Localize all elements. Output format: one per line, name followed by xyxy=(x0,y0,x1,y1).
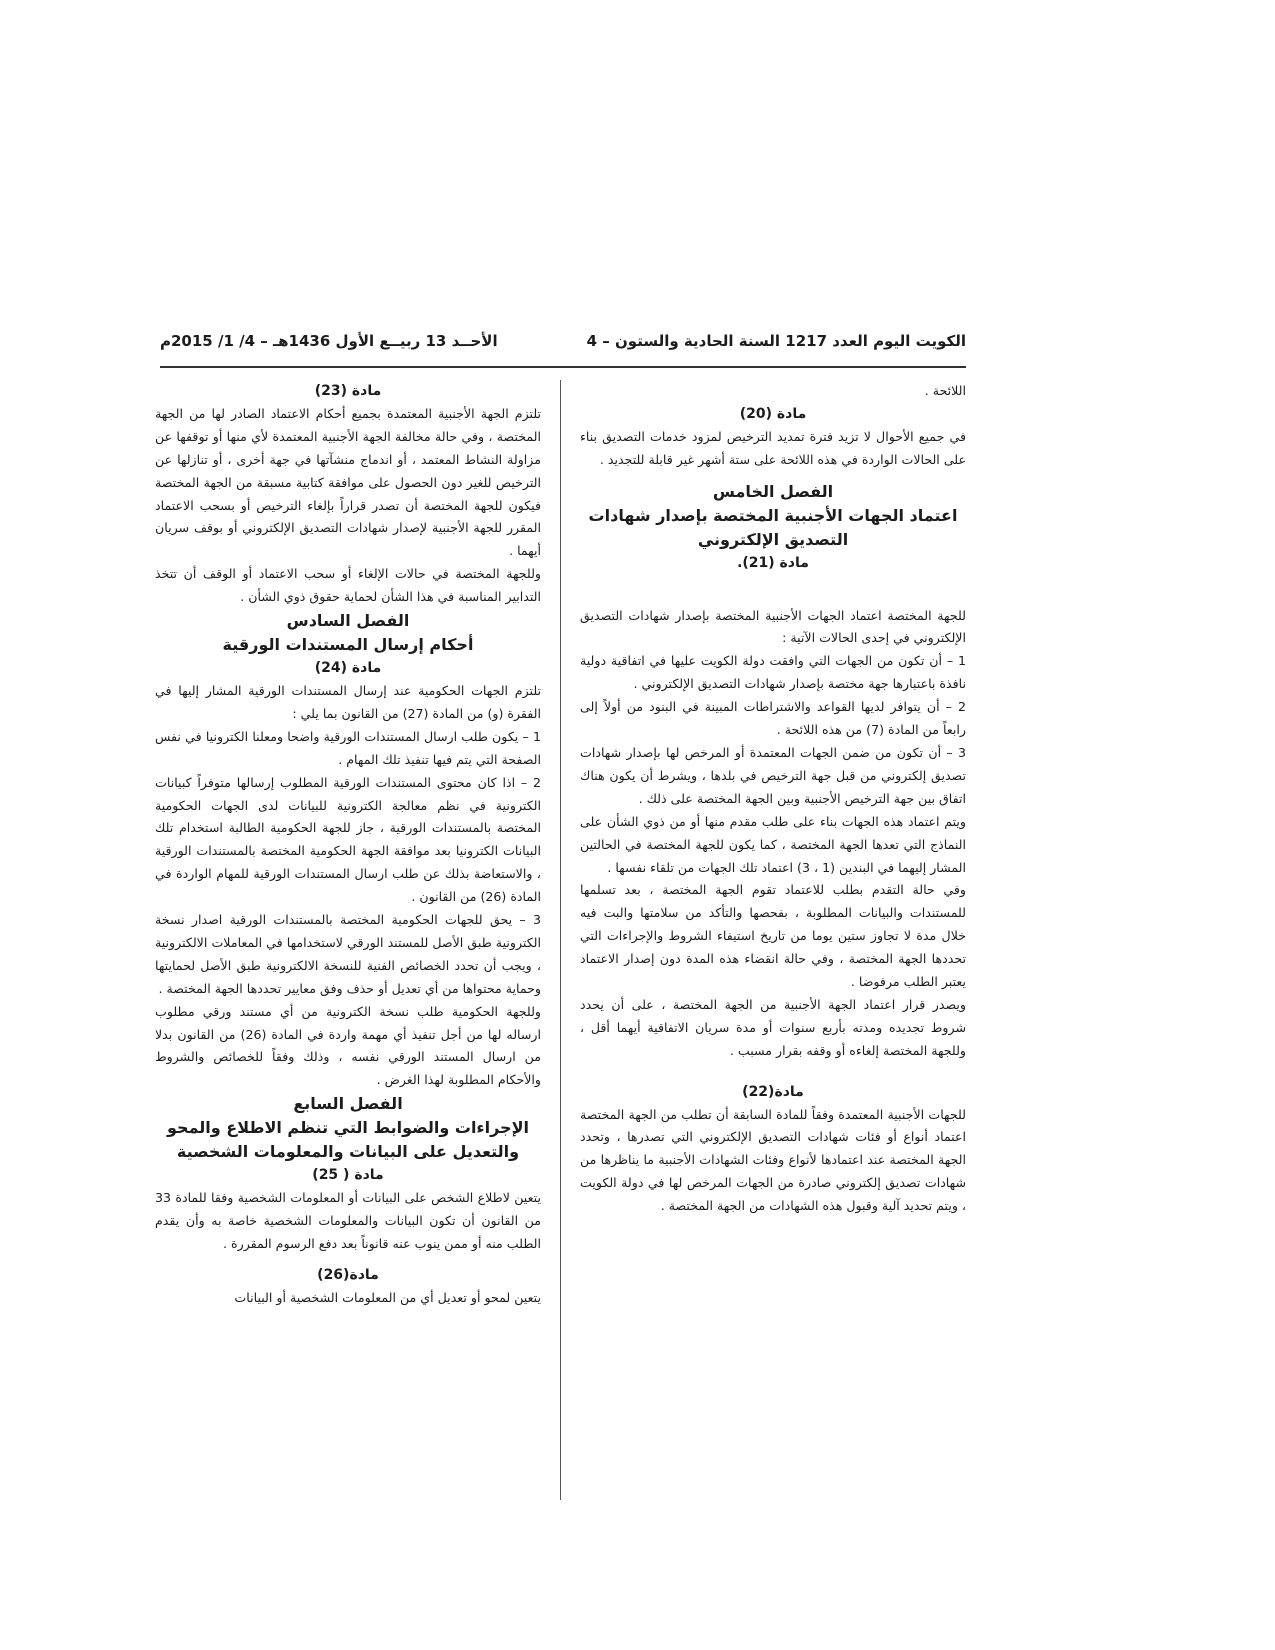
article-21-title: مادة (21). xyxy=(737,554,809,571)
article-24-intro: تلتزم الجهات الحكومية عند إرسال المستندات الورقية المشار إليها في الفقرة (و) من المادة (27) من القانون بما يلي : xyxy=(155,682,541,721)
article-24-item-1: 1 – يكون طلب ارسال المستندات الورقية واضحا ومعلنا الكترونيا في نفس الصفحة التي يتم فيها تنفيذ تلك المهام . xyxy=(155,728,541,767)
header-date: الأحــد 13 ربيــع الأول 1436هـ – 4/ 1/ 2015م xyxy=(160,332,498,350)
article-26-title: مادة(26) xyxy=(317,1266,379,1283)
article-23-title: مادة (23) xyxy=(314,383,382,399)
article-24-item-2: 2 – اذا كان محتوى المستندات الورقية المطلوب إرسالها متوفراً كبيانات الكترونية في نظم معالجة الكترونية للبيانات لدى الجهات الحكومية المختصة بالمستندات الورقية ، جاز للجهة الحكومية الطالبة استخدام تلك البيانات الكترونيا بعد موافقة الجهة الحكومية المختصة بالمستندات الورقية ، والاستعاضة بذلك عن طلب ارسال المستندات الورقية للمهام الواردة في المادة (26) من القانون . xyxy=(155,774,541,905)
article-21-item-3: 3 – أن تكون من ضمن الجهات المعتمدة أو المرخص لها بإصدار شهادات تصديق إلكتروني من قبل جهة الترخيص في بلدها ، ويشرط أن يكون هناك اتفاق بين جهة الترخيص الأجنبية وبين الجهة المختصة على ذلك . xyxy=(580,744,966,806)
article-22-title: مادة(22) xyxy=(742,1083,804,1100)
article-26-text: يتعين لمحو أو تعديل أي من المعلومات الشخصية أو البيانات xyxy=(234,1289,541,1305)
left-column xyxy=(155,380,541,1310)
article-20-text: في جميع الأحوال لا تزيد فترة تمديد الترخيص لمزود خدمات التصديق بناء على الحالات الواردة في هذه اللائحة على ستة أشهر غير قابلة للتجديد . xyxy=(580,428,966,467)
article-21-paragraph-4: ويصدر قرار اعتماد الجهة الأجنبية من الجهة المختصة ، على أن يحدد شروط تجديده ومدته بأربع سنوات أو مدة سريان الاتفاقية أيهما أقل ، وللجهة المختصة إلغاءه أو وقفه بقرار مسبب . xyxy=(580,996,966,1058)
article-25-text: يتعين لاطلاع الشخص على البيانات أو المعلومات الشخصية وفقا للمادة 33 من القانون أن تكون البيانات والمعلومات الشخصية خاصة به وأن يقدم الطلب منه أو ممن ينوب عنه قانوناً بعد دفع الرسوم المقررة . xyxy=(155,1190,541,1251)
header-publication: الكويت اليوم العدد 1217 السنة الحادية والستون – 4 xyxy=(586,332,966,350)
chapter-7-subtitle: الإجراءات والضوابط التي تنظم الاطلاع والمحو والتعديل على البيانات والمعلومات الشخصية xyxy=(167,1118,529,1162)
article-21-item-1: 1 – أن تكون من الجهات التي وافقت دولة الكويت عليها في اتفاقية دولية نافذة باعتبارها جهة مختصة بإصدار شهادات التصديق الإلكتروني . xyxy=(580,653,966,692)
article-21-paragraph-3: وفي حالة التقدم بطلب للاعتماد تقوم الجهة المختصة ، بعد تسلمها للمستندات والبيانات المطلوبة ، بفحصها والتأكد من سلامتها والبت فيه خلال مدة لا تجاوز ستين يوما من تاريخ استيفاء الشروط والإجراءات التي تحددها الجهة المختصة ، وفي حالة انقضاء هذه المدة دون إصدار الاعتماد يعتبر الطلب مرفوضا . xyxy=(580,882,966,990)
column-divider xyxy=(560,380,561,1500)
article-23-paragraph-1: تلتزم الجهة الأجنبية المعتمدة بجميع أحكام الاعتماد الصادر لها من الجهة المختصة ، وفي حالة مخالفة الجهة الأجنبية المعتمدة لأي منها أو توقفها عن مزاولة النشاط المعتمد ، أو اندماج منشآتها في جهة أخرى ، أو تنازلها عن الترخيص للغير دون الحصول على موافقة كتابية مسبقة من الجهة المختصة فيكون للجهة المختصة أن تصدر قراراً بإلغاء الترخيص أو بسحب الاعتماد المقرر للجهة الأجنبية لإصدار شهادات التصديق الإلكتروني أو بوقف سريان أيهما . xyxy=(155,405,541,559)
chapter-5-subtitle: اعتماد الجهات الأجنبية المختصة بإصدار شهادات التصديق الإلكتروني xyxy=(588,505,958,549)
article-24-title: مادة (24) xyxy=(314,660,382,677)
article-22-text: للجهات الأجنبية المعتمدة وفقاً للمادة السابقة أن تطلب من الجهة المختصة اعتماد أنواع أو فئات شهادات التصديق الإلكتروني التي تصدرها ، وتحدد الجهة المختصة عند اعتمادها لأنواع وفئات الشهادات الأجنبية ما يناظرها من شهادات تصديق إلكتروني صادرة من الجهات المرخص لها في دولة الكويت ، ويتم تحديد آلية وقبول هذه الشهادات من الجهة المختصة . xyxy=(580,1106,966,1214)
article-23-paragraph-2: وللجهة المختصة في حالات الإلغاء أو سحب الاعتماد أو الوقف أن تتخذ التدابير المناسبة في هذا الشأن لحماية حقوق ذوي الشأن . xyxy=(155,566,541,605)
chapter-6-title: الفصل السادس xyxy=(286,611,410,631)
article-24-item-3: 3 – يحق للجهات الحكومية المختصة بالمستندات الورقية اصدار نسخة الكترونية طبق الأصل للمستند الورقي لاستخدامها في المعاملات الالكترونية ، ويجب أن تحدد الخصائص الفنية للنسخة الالكترونية طبق الأصل لحمايتها وحماية محتواها من أي تعديل أو حذف وفق معايير تحددها الجهة المختصة . xyxy=(155,912,541,996)
article-25-title: مادة ( 25) xyxy=(312,1167,384,1184)
article-24-paragraph-2: وللجهة الحكومية طلب نسخة الكترونية من أي مستند ورقي مطلوب ارساله لها من أجل تنفيذ أي مهمة واردة في المادة (26) من القانون بدلا من ارسال المستند الورقي نفسه ، وذلك وفقاً للخصائص والشروط والأحكام المطلوبة لهذا الغرض . xyxy=(155,1003,541,1088)
right-column xyxy=(580,380,966,1218)
chapter-5-title: الفصل الخامس xyxy=(712,481,834,501)
article-21-item-2: 2 – أن يتوافر لديها القواعد والاشتراطات المبينة في البنود من أولاً إلى رابعاً من المادة (7) من هذه اللائحة . xyxy=(580,699,966,738)
header-rule xyxy=(160,366,966,368)
page-header xyxy=(160,332,966,360)
article-21-intro: للجهة المختصة اعتماد الجهات الأجنبية المختصة بإصدار شهادات التصديق الإلكتروني في إحدى الحالات الآتية : xyxy=(580,607,966,646)
chapter-6-subtitle: أحكام إرسال المستندات الورقية xyxy=(222,635,474,655)
chapter-7-title: الفصل السابع xyxy=(293,1094,403,1114)
article-20-title: مادة (20) xyxy=(739,405,807,422)
article-21-paragraph-2: ويتم اعتماد هذه الجهات بناء على طلب مقدم منها أو من ذوي الشأن على النماذج التي تعدها الجهة المختصة ، كما يكون للجهة المختصة في الحالتين المشار إليهما في البندين (1 ، 3) اعتماد تلك الجهات من تلقاء نفسها . xyxy=(580,813,966,875)
intro-text: اللائحة . xyxy=(924,383,966,398)
